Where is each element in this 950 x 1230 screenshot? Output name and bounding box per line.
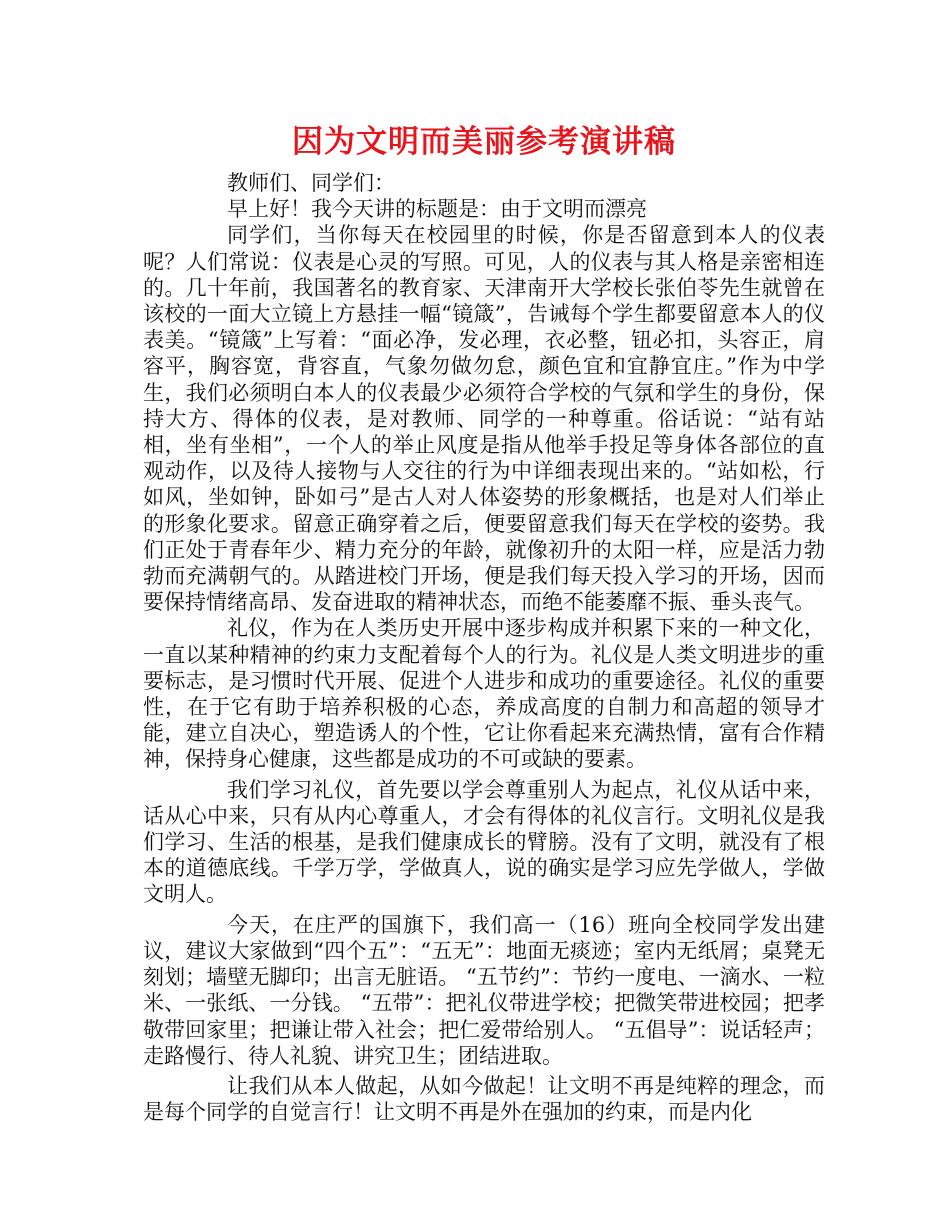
body-paragraph: 同学们，当你每天在校园里的时候，你是否留意到本人的仪表呢？人们常说：仪表是心灵的写照。可见，人的仪表与其人格是亲密相连的。几十年前，我国著名的教育家、天津南开大学校长张伯苓先生就曾在该校的一面大立镜上方悬挂一幅“镜箴”，告诫每个学生都要留意本人的仪表美。“镜箴”上写着：“面必净，发必理，衣必整，钮必扣，头容正，肩容平，胸容宽，背容直，气象勿做勿怠，颜色宜和宜静宜庄。”作为中学生，我们必须明白本人的仪表最少必须符合学校的气氛和学生的身份，保持大方、得体的仪表，是对教师、同学的一种尊重。俗话说：“站有站相，坐有坐相”，一个人的举止风度是指从他举手投足等身体各部位的直观动作，以及待人接物与人交往的行为中详细表现出来的。“站如松，行如风，坐如钟，卧如弓”是古人对人体姿势的形象概括，也是对人们举止的形象化要求。留意正确穿着之后，便要留意我们每天在学校的姿势。我们正处于青春年少、精力充分的年龄，就像初升的太阳一样，应是活力勃勃而充满朝气的。从踏进校门开场，便是我们每天投入学习的开场，因而要保持情绪高昂、发奋进取的精神状态，而绝不能萎靡不振、垂头丧气。 — [143, 223, 825, 615]
body-paragraph: 今天，在庄严的国旗下，我们高一（16）班向全校同学发出建议，建议大家做到“四个五”：“五无”：地面无痰迹；室内无纸屑；桌凳无刻划；墙壁无脚印；出言无脏语。 “五节约”：节约一度电、一滴水、一粒米、一张纸、一分钱。 “五带”：把礼仪带进学校；把微笑带进校园；把孝敬带回家里；把谦让带入社会；把仁爱带给别人。 “五倡导”：说话轻声；走路慢行、待人礼貌、讲究卫生；团结进取。 — [143, 912, 825, 1068]
body-paragraph: 礼仪，作为在人类历史开展中逐步构成并积累下来的一种文化，一直以某种精神的约束力支配着每个人的行为。礼仪是人类文明进步的重要标志，是习惯时代开展、促进个人进步和成功的重要途径。礼仪的重要性，在于它有助于培养积极的心态，养成高度的自制力和高超的领导才能，建立自决心，塑造诱人的个性，它让你看起来充满热情，富有合作精神，保持身心健康，这些都是成功的不可或缺的要素。 — [143, 616, 825, 772]
greeting-paragraph: 教师们、同学们： — [227, 171, 395, 195]
body-paragraph: 让我们从本人做起，从如今做起！让文明不再是纯粹的理念，而是每个同学的自觉言行！让文明不再是外在强加的约束，而是内化 — [143, 1073, 825, 1125]
body-paragraph: 我们学习礼仪，首先要以学会尊重别人为起点，礼仪从话中来，话从心中来，只有从内心尊重人，才会有得体的礼仪言行。文明礼仪是我们学习、生活的根基，是我们健康成长的臂膀。没有了文明，就没有了根本的道德底线。千学万学，学做真人，说的确实是学习应先学做人，学做文明人。 — [143, 777, 825, 907]
document-page — [143, 120, 825, 1125]
document-title: 因为文明而美丽参考演讲稿 — [292, 124, 676, 160]
opening-paragraph: 早上好！我今天讲的标题是：由于文明而漂亮 — [227, 197, 647, 222]
